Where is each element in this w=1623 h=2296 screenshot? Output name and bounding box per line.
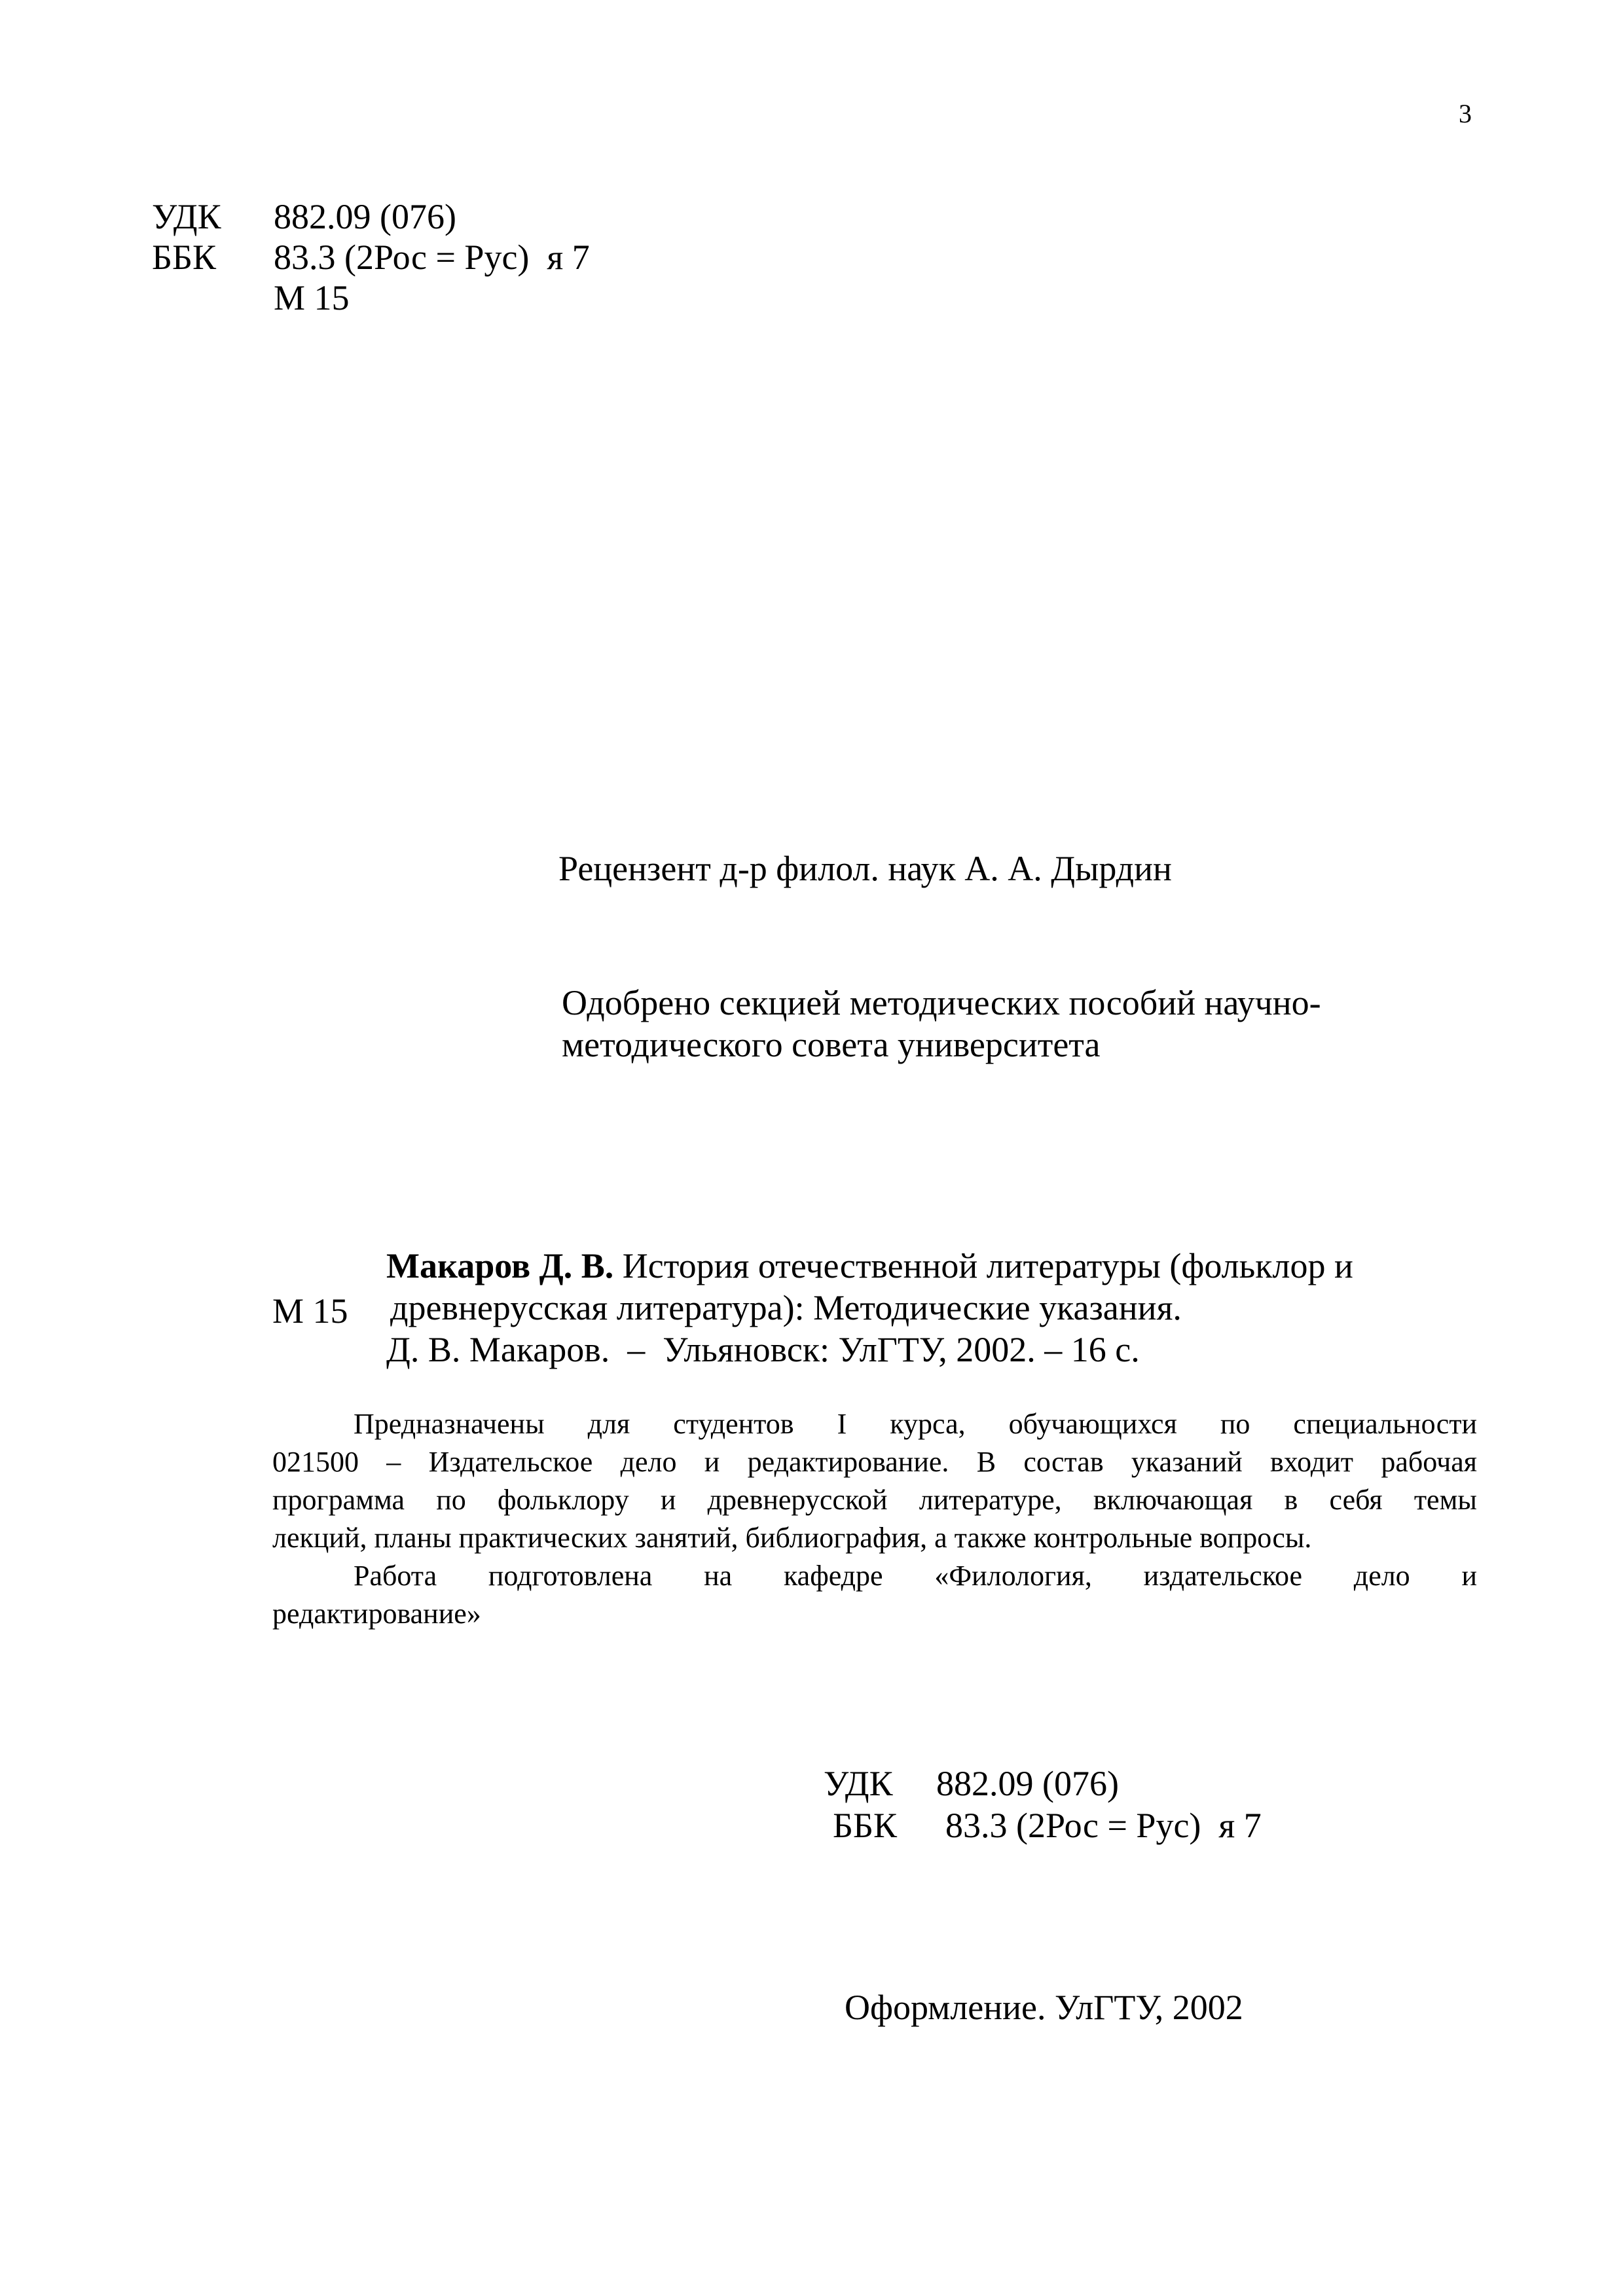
annotation-line-4: лекций, планы практических занятий, библиография, а также контрольные вопросы.: [272, 1522, 1312, 1554]
author-mark-row: [152, 278, 590, 318]
bbk-value: 83.3 (2Рос = Рус) я 7: [274, 238, 590, 277]
book-title: История отечественной литературы (фольклор и: [613, 1246, 1353, 1285]
approval-note: [562, 982, 1321, 1066]
annotation: [272, 1405, 1477, 1633]
bbk-row-bottom: [824, 1804, 1262, 1846]
author-name: Макаров Д. В.: [386, 1246, 614, 1285]
udk-value: 882.09 (076): [274, 197, 456, 236]
reviewer-line: Рецензент д-р филол. наук А. А. Дырдин: [558, 849, 1172, 888]
udk-label-bottom: УДК: [824, 1764, 893, 1803]
udk-row-bottom: [824, 1763, 1262, 1804]
udk-value-bottom: 882.09 (076): [936, 1764, 1119, 1803]
page-number: 3: [1459, 99, 1472, 128]
classification-block-top: [152, 196, 590, 318]
annotation-line-5: Работа подготовлена на кафедре «Филология, издательское дело и: [354, 1560, 1477, 1592]
biblio-line-3: Д. В. Макаров. – Ульяновск: УлГТУ, 2002. – 16 с.: [386, 1330, 1140, 1369]
biblio-line-1: [386, 1245, 1353, 1287]
classification-block-bottom: [824, 1763, 1262, 1846]
bbk-label-bottom: ББК: [833, 1806, 898, 1845]
annotation-line-1: Предназначены для студентов I курса, обучающихся по специальности: [354, 1408, 1477, 1440]
author-mark: М 15: [274, 278, 350, 317]
bbk-label: ББК: [152, 238, 217, 277]
annotation-line-2: 021500 – Издательское дело и редактирование. В состав указаний входит рабочая: [272, 1446, 1477, 1478]
udk-label: УДК: [152, 197, 221, 236]
approval-line-1: Одобрено секцией методических пособий научно-: [562, 983, 1321, 1022]
annotation-line-3: программа по фольклору и древнерусской литературе, включающая в себя темы: [272, 1484, 1477, 1516]
bbk-row: [152, 237, 590, 278]
annotation-line-6: редактирование»: [272, 1598, 481, 1630]
design-note: Оформление. УлГТУ, 2002: [845, 1988, 1243, 2027]
udk-row: [152, 196, 590, 237]
bibliographic-side-mark: М 15: [272, 1291, 348, 1331]
bbk-value-bottom: 83.3 (2Рос = Рус) я 7: [945, 1806, 1262, 1845]
biblio-line-2: древнерусская литература): Методические указания.: [390, 1288, 1182, 1327]
bibliographic-record: [386, 1245, 1353, 1371]
approval-line-2: методического совета университета: [562, 1025, 1101, 1064]
